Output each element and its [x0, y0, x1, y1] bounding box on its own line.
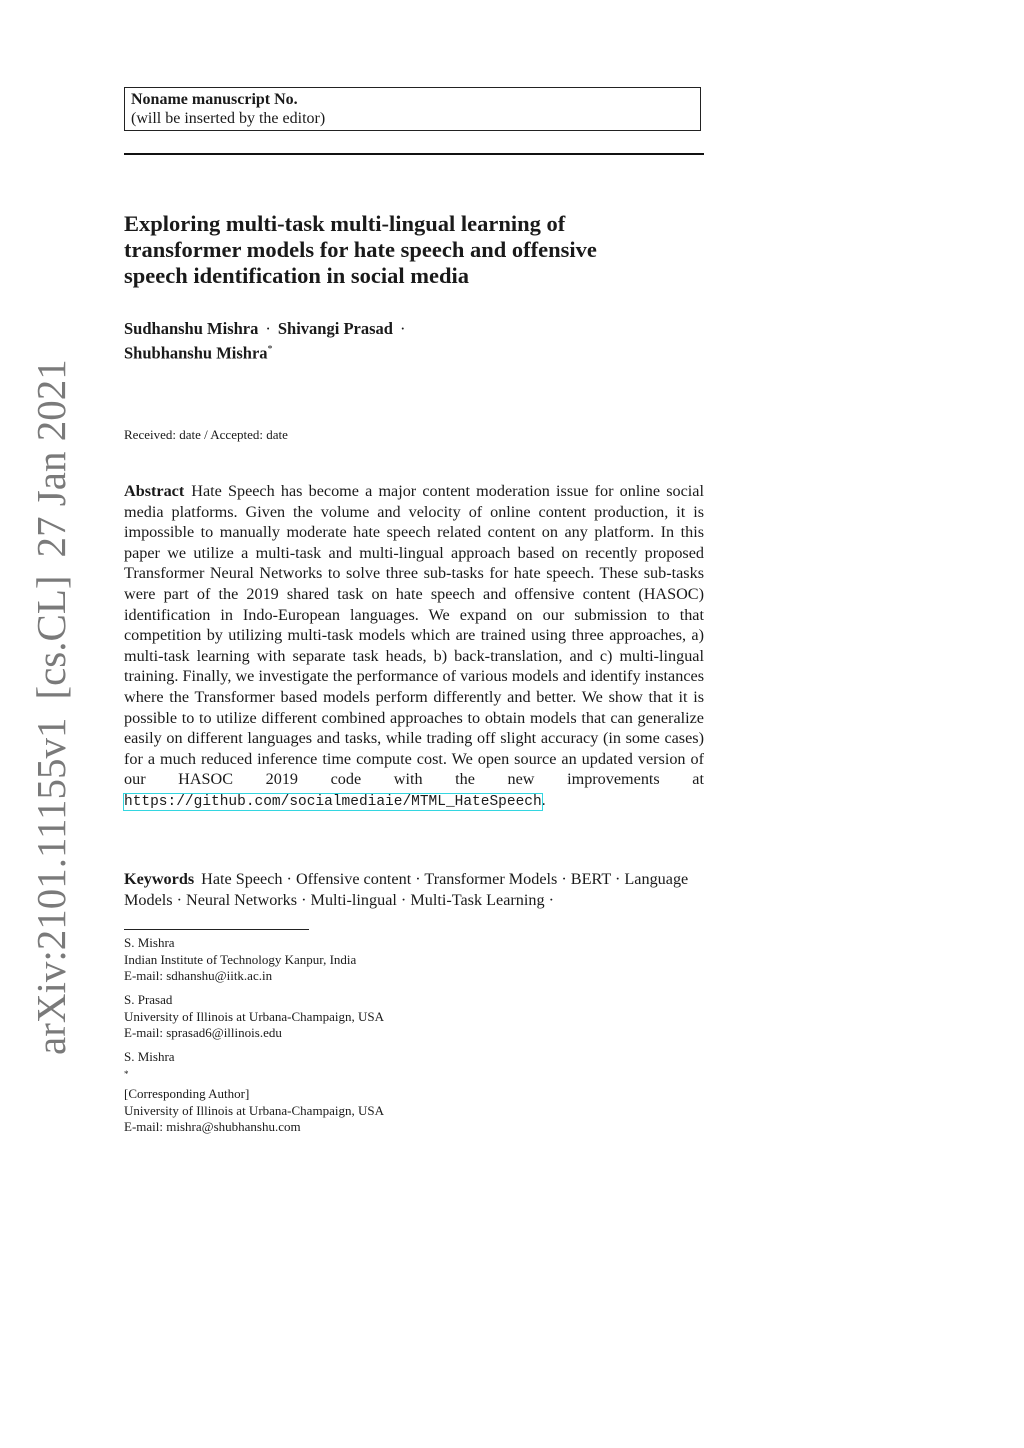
affil-note: [Corresponding Author] [124, 1086, 250, 1102]
affil-institution: University of Illinois at Urbana-Champaign, USA [124, 1102, 384, 1118]
author-name: Sudhanshu Mishra [124, 319, 259, 338]
arxiv-date: 27 Jan 2021 [28, 359, 74, 558]
manuscript-number: Noname manuscript No. [131, 91, 298, 108]
keywords-text: Hate Speech · Offensive content · Transformer Models · BERT · Language Models · Neural Networks · Multi-lingual · Multi-Task Learning · [124, 870, 689, 909]
abstract-end: . [541, 790, 546, 809]
affil-name: S. Mishra [124, 935, 175, 950]
affiliation-1 [124, 935, 544, 985]
affil-email: E-mail: sdhanshu@iitk.ac.in [124, 968, 273, 983]
arxiv-stamp [28, 359, 74, 1055]
github-link[interactable]: https://github.com/socialmediaie/MTML_HateSpeech [124, 793, 542, 810]
keywords [124, 869, 704, 910]
affil-institution: University of Illinois at Urbana-Champaign, USA [124, 1008, 384, 1024]
abstract [124, 481, 704, 813]
author-separator: · [265, 319, 271, 338]
received-date: Received: date / Accepted: date [124, 427, 288, 442]
header-rule [124, 153, 704, 155]
title-line: Exploring multi-task multi-lingual learning of [124, 211, 566, 236]
corresponding-mark: * [124, 1068, 129, 1079]
affil-email: E-mail: mishra@shubhanshu.com [124, 1119, 301, 1135]
author-name: Shivangi Prasad [277, 319, 393, 338]
paper-title [124, 211, 714, 289]
footnote-rule [124, 929, 309, 930]
affil-institution: Indian Institute of Technology Kanpur, India [124, 951, 357, 967]
affil-name: S. Mishra [124, 1049, 175, 1064]
keywords-label: Keywords [124, 870, 195, 888]
abstract-text: Hate Speech has become a major content moderation issue for online social media platforms. Given the volume and velocity of online content production, it is impossible to manually moderate hate speech related content on any platform. In this paper we utilize a multi-task and multi-lingual approach based on recently proposed Transformer Neural Networks to solve three sub-tasks for hate speech. These sub-tasks were part of the 2019 shared task on hate speech and offensive content (HASOC) identification in Indo-European languages. We expand on our submission to that competition by utilizing multi-task models which are trained using three approaches, a) multi-task learning with separate task heads, b) back-translation, and c) multi-lingual training. Finally, we investigate the performance of various models and identify instances where the Transformer based models perform differently and better. We show that it is possible to to utilize different combined approaches to obtain models that can generalize easily on different languages and tasks, while trading off slight accuracy (in some cases) for a much reduced inference time compute cost. We open source an updated version of our HASOC 2019 code with the new improvements at [124, 482, 704, 789]
affil-email: E-mail: sprasad6@illinois.edu [124, 1025, 282, 1040]
corresponding-mark: * [267, 344, 273, 355]
arxiv-category: [cs.CL] [28, 575, 74, 700]
arxiv-id: arXiv:2101.11155v1 [28, 717, 74, 1055]
affil-name: S. Prasad [124, 992, 173, 1007]
editor-note: (will be inserted by the editor) [131, 110, 326, 127]
abstract-label: Abstract [124, 482, 185, 500]
author-separator: · [399, 319, 406, 338]
title-line: speech identification in social media [124, 263, 469, 288]
manuscript-header-box [124, 87, 701, 131]
title-line: transformer models for hate speech and offensive [124, 237, 597, 262]
affiliation-2 [124, 992, 544, 1042]
affiliation-3 [124, 1049, 544, 1136]
author-name: Shubhanshu Mishra [124, 343, 268, 363]
author-list [124, 318, 704, 364]
